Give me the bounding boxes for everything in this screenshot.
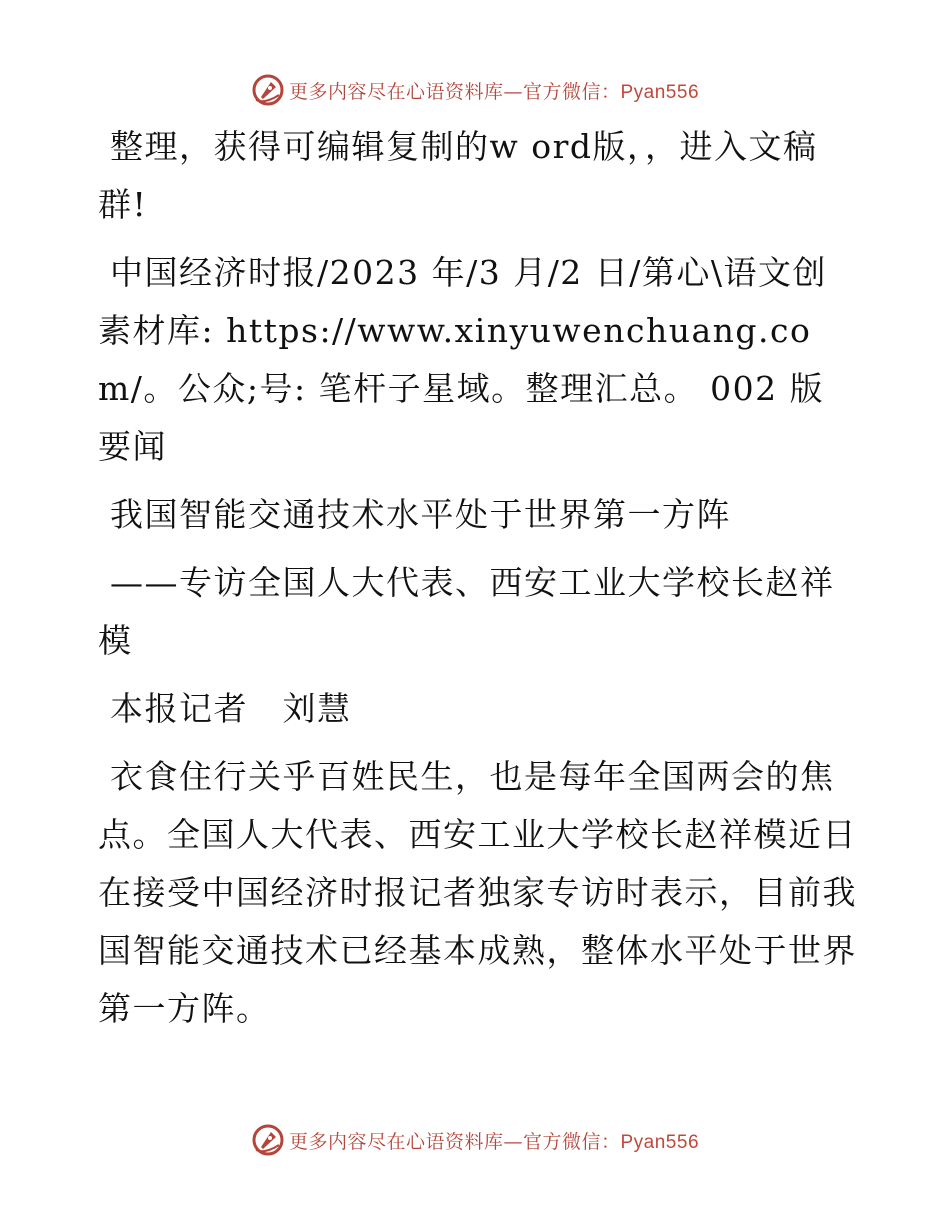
article-subtitle: ——专访全国人大代表、西安工业大学校长赵祥模	[98, 563, 835, 660]
pen-nib-logo-icon	[251, 1123, 285, 1157]
wechat-id: Pyan556	[620, 81, 700, 103]
wechat-id: Pyan556	[620, 1131, 700, 1153]
banner-text: 更多内容尽在心语资料库—官方微信：Pyan556	[288, 1130, 700, 1153]
footer-banner	[0, 1120, 950, 1160]
article-byline: 本报记者 刘慧	[98, 689, 352, 728]
document-body	[98, 118, 858, 1048]
paragraph-intro: 整理，获得可编辑复制的w ord版，，进入文稿群!	[98, 127, 818, 224]
paragraph-source: 中国经济时报/2023 年/3 月/2 日/第心\语文创素材库: https://www.xinyuwenchuang.com/。公众;号: 笔杆子星域。整理汇总。 002 版要闻	[98, 253, 828, 466]
header-banner	[0, 70, 950, 110]
pen-nib-logo-icon	[251, 73, 285, 107]
banner-text: 更多内容尽在心语资料库—官方微信：Pyan556	[288, 80, 700, 103]
article-body-paragraph: 衣食住行关乎百姓民生，也是每年全国两会的焦点。全国人大代表、西安工业大学校长赵祥模近日在接受中国经济时报记者独家专访时表示，目前我国智能交通技术已经基本成熟，整体水平处于世界第一方阵。	[98, 757, 857, 1028]
article-title: 我国智能交通技术水平处于世界第一方阵	[98, 495, 731, 534]
